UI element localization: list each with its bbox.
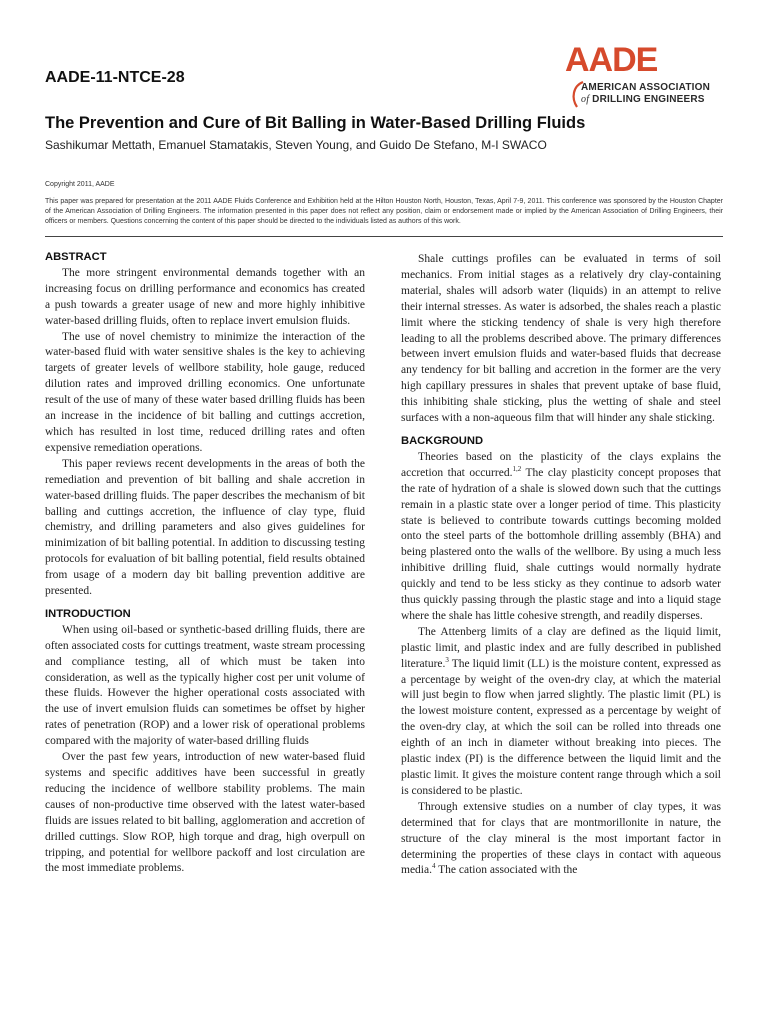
copyright-line: Copyright 2011, AADE [45, 181, 115, 188]
logo-line-2-rest: DRILLING ENGINEERS [589, 94, 705, 105]
abstract-paragraph: The more stringent environmental demands together with an increasing focus on drilling performance and economics has created a push towards a greater usage of new and more highly inhibitive water-based drilling fluids, often to replace invert emulsion fluids. [45, 266, 365, 327]
background-paragraph: The Attenberg limits of a clay are defined as the liquid limit, plastic limit, and plastic index and are fully described in published literature.$^3$ The liquid limit (LL) is the moisture content, expressed as a percentage by weight of the oven-dry clay, at which the material will just begin to flow when jarred slightly. The plastic limit (PL) is the lowest moisture content, expressed as a percentage by weight of the oven-dry clay, at which the soil can be rolled into threads one eighth of an inch in diameter without breaking into pieces. The plastic index (PI) is the difference between the liquid limit and the plastic limit. It gives the moisture content range through which a soil is considered to be plastic. [401, 625, 721, 797]
left-column [45, 250, 365, 877]
logo-of: of [581, 94, 590, 105]
introduction-heading: INTRODUCTION [45, 607, 131, 620]
header-divider [45, 236, 723, 237]
paper-authors: Sashikumar Mettath, Emanuel Stamatakis, Steven Young, and Guido De Stefano, M-I SWACO [45, 138, 547, 152]
logo-word: AADE [565, 41, 658, 79]
background-heading: BACKGROUND [401, 434, 484, 447]
abstract-paragraph: This paper reviews recent developments in the areas of both the remediation and prevention of bit balling and shale accretion in water-based drilling fluids. The paper describes the mechanism of bit balling and cuttings accretion, the influence of clay type, fluid chemistry, and drilling parameters and also gives guidelines for minimization of bit balling potential. In addition to discussing testing protocols for evaluation of bit balling potential, field results obtained from usage of a modern day bit balling prevention additive are presented. [45, 457, 365, 598]
abstract-paragraph: The use of novel chemistry to minimize the interaction of the water-based fluid with water sensitive shales is the key to achieving targets of greater levels of wellbore stability, hole gauge, reduced dilution rates and improved drilling economics. One unfortunate result of the use of many of these water based drilling fluids has been an increase in the incidence of bit balling and cuttings accretion, which has resulted in lost time, reduced drilling rates and often expensive remediation operations. [45, 330, 365, 454]
conference-notice: This paper was prepared for presentation at the 2011 AADE Fluids Conference and Exhibition held at the Hilton Houston North, Houston, Texas, April 7-9, 2011. This conference was sponsored by the Houston Chapter of the American Association of Drilling Engineers. The information presented in this paper does not reflect any position, claim or endorsement made or implied by the American Association of Drilling Engineers, their officers or members. Questions concerning the content of this paper should be directed to the individuals listed as authors of this work. [45, 198, 723, 225]
right-column [401, 252, 721, 879]
paper-title: The Prevention and Cure of Bit Balling in Water-Based Drilling Fluids [45, 114, 586, 132]
introduction-paragraph: Over the past few years, introduction of new water-based fluid systems and specific additives have been successful in greatly reducing the incidence of wellbore stability problems. The main causes of non-productive time observed with the latest water-based fluids are issues related to bit balling, agglomeration and accretion of drilled cuttings. Slow ROP, high torque and drag, high overpull on tripping, and potential for wellbore packoff and lost circulation are the most immediate problems. [45, 751, 365, 875]
citation-ref: 3 [445, 655, 449, 664]
introduction-paragraph: When using oil-based or synthetic-based drilling fluids, there are often associated costs for cuttings treatment, waste stream processing and compliance testing, all of which must be taken into consideration, as well as the typically higher cost per unit volume of these fluids. However the higher operational costs associated with the use of invert emulsion fluids can sometimes be offset by higher rates of penetration (ROP) and a lower risk of operational problems compared with the majority of water-based drilling fluids [45, 623, 365, 748]
paper-id: AADE-11-NTCE-28 [45, 69, 185, 86]
logo-line-2 [581, 94, 705, 105]
background-paragraph: Through extensive studies on a number of clay types, it was determined that for clays that are montmorillonite in nature, the structure of the clay mineral is the most important factor in determining the properties of these clays in contact with aqueous media.$^4$ The cation associated with the [401, 800, 721, 877]
abstract-heading: ABSTRACT [45, 251, 107, 263]
aade-logo [563, 41, 723, 110]
shale-paragraph: Shale cuttings profiles can be evaluated in terms of soil mechanics. From initial stages as a relatively dry clay-containing material, shales will adsorb water (liquids) in an attempt to relive their internal stresses. As water is adsorbed, the shales reach a plastic limit where the sticking tendency of shale is very high therefore leading to all the problems described above. The primary differences between invert emulsion fluids and water-based fluids that decrease any tendency for bit balling and accretion in the former are the very high capillary pressures in shales that prevent uptake of base fluid, this inhibiting shale sticking, plus the wetting of shale and steel surfaces with a non-aqueous film that will hinder any shale sticking. [401, 253, 721, 425]
background-paragraph: Theories based on the plasticity of the clays explains the accretion that occurred.$^{1,2}$ The clay plasticity concept proposes that the rate of hydration of a shale is slowed down such that the cuttings remain in a plastic state over a longer period of time. This plasticity state is believed to contribute towards cuttings becoming molded onto the steel parts of the bottomhole drilling assembly (BHA) and being plastered onto the walls of the wellbore. By using a much less inhibitive drilling fluid, shale cuttings would normally hydrate quickly and tend to be less sticky as they continue to adsorb water thus quickly passing through the plastic stage and into a liquid stage where the shale has little cohesive strength, and readily disperses. [401, 450, 721, 622]
logo-line-1: AMERICAN ASSOCIATION [581, 82, 710, 93]
citation-ref: 1,2 [512, 464, 522, 473]
citation-ref: 4 [431, 862, 436, 871]
